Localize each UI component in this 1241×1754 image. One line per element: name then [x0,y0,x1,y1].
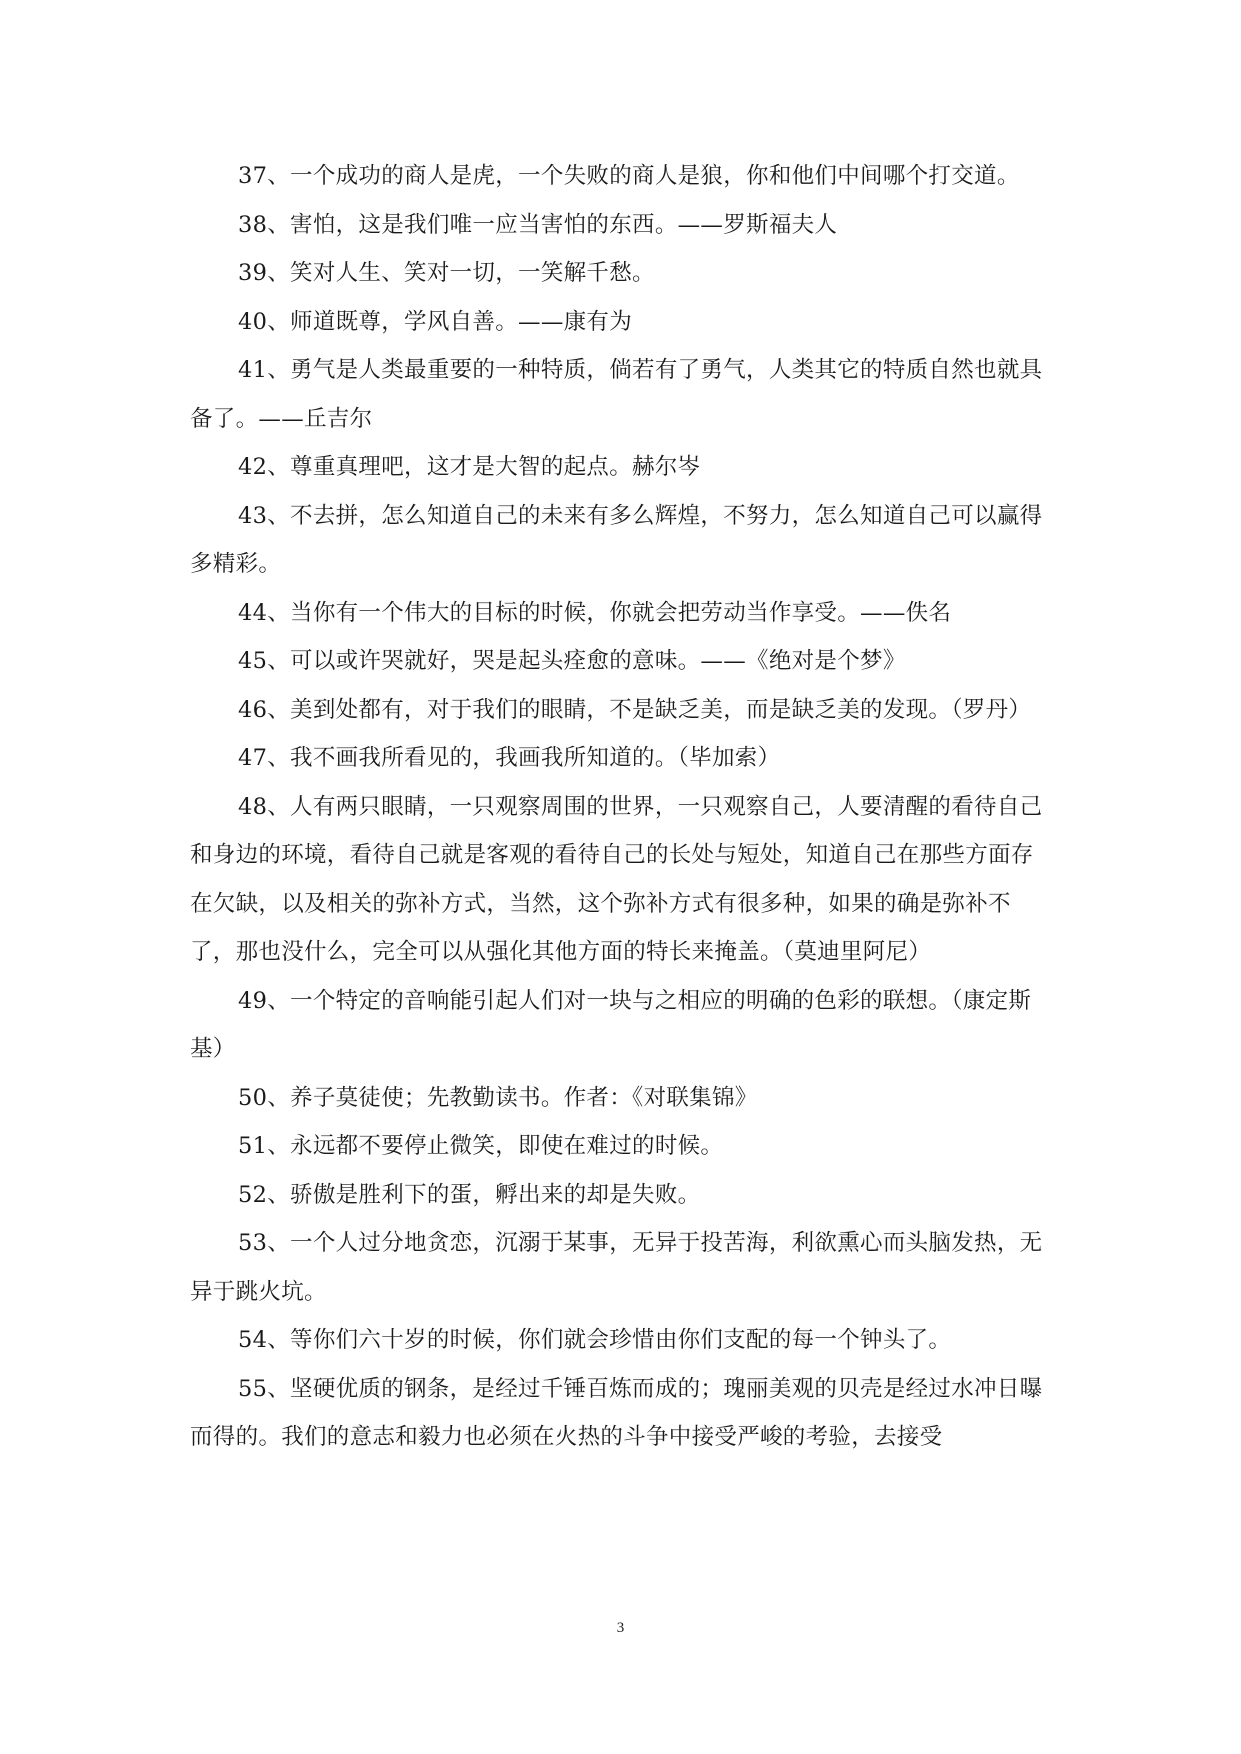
quote-paragraph: 55、坚硬优质的钢条，是经过千锤百炼而成的；瑰丽美观的贝壳是经过水冲日曝而得的。我们的意志和毅力也必须在火热的斗争中接受严峻的考验，去接受 [190,1375,1043,1450]
quote-paragraph: 38、害怕，这是我们唯一应当害怕的东西。——罗斯福夫人 [238,211,838,238]
quote-paragraph: 51、永远都不要停止微笑，即使在难过的时候。 [238,1133,724,1159]
quote-paragraph: 42、尊重真理吧，这才是大智的起点。赫尔岑 [238,454,701,480]
quote-paragraph: 44、当你有一个伟大的目标的时候，你就会把劳动当作享受。——佚名 [238,599,952,626]
quote-paragraph: 45、可以或许哭就好，哭是起头痊愈的意味。——《绝对是个梦》 [238,648,906,674]
quote-paragraph: 49、一个特定的音响能引起人们对一块与之相应的明确的色彩的联想。（康定斯基） [190,987,1032,1062]
quote-paragraph: 53、一个人过分地贪恋，沉溺于某事，无异于投苦海，利欲熏心而头脑发热，无异于跳火坑。 [190,1230,1043,1305]
quote-paragraph: 40、师道既尊，学风自善。——康有为 [238,308,633,335]
quote-paragraph: 39、笑对人生、笑对一切，一笑解千愁。 [238,260,655,286]
quote-paragraph: 43、不去拼，怎么知道自己的未来有多么辉煌，不努力，怎么知道自己可以赢得多精彩。 [190,502,1043,577]
quote-list [190,152,1050,1462]
quote-paragraph: 41、勇气是人类最重要的一种特质，倘若有了勇气，人类其它的特质自然也就具备了。——丘吉尔 [190,357,1043,432]
quote-paragraph: 47、我不画我所看见的，我画我所知道的。（毕加索） [238,745,781,771]
quote-paragraph: 54、等你们六十岁的时候，你们就会珍惜由你们支配的每一个钟头了。 [238,1327,952,1353]
quote-paragraph: 37、一个成功的商人是虎，一个失败的商人是狼，你和他们中间哪个打交道。 [238,163,1020,189]
quote-paragraph: 48、人有两只眼睛，一只观察周围的世界，一只观察自己，人要清醒的看待自己和身边的环境，看待自己就是客观的看待自己的长处与短处，知道自己在那些方面存在欠缺，以及相关的弥补方式，当然，这个弥补方式有很多种，如果的确是弥补不了，那也没什么，完全可以从强化其他方面的特长来掩盖。（莫迪里阿尼） [190,793,1043,965]
quote-paragraph: 50、养子莫徒使；先教勤读书。作者：《对联集锦》 [238,1084,758,1111]
quote-paragraph: 52、骄傲是胜利下的蛋，孵出来的却是失败。 [238,1181,701,1208]
page-number: 3 [616,1620,625,1636]
quote-paragraph: 46、美到处都有，对于我们的眼睛，不是缺乏美，而是缺乏美的发现。（罗丹） [238,696,1032,723]
